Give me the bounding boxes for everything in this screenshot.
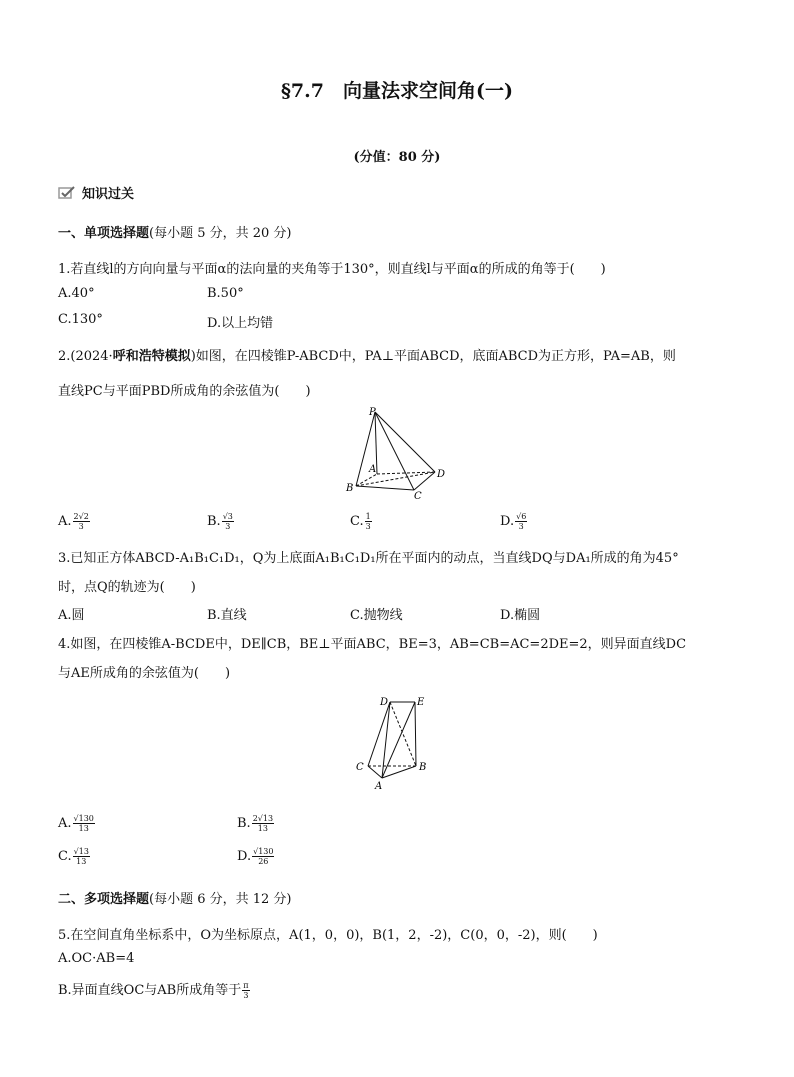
q1-option-d: D.以上均错: [207, 316, 274, 331]
part2-heading: [58, 888, 292, 907]
edge-EA: [382, 702, 415, 778]
part1-title: 一、单项选择题: [58, 226, 150, 241]
q3-option-c: C.抛物线: [350, 608, 403, 623]
label-D: D: [380, 697, 389, 708]
label-P: P: [369, 407, 376, 418]
part2-title: 二、多项选择题: [58, 892, 150, 907]
q1-option-c: C.130°: [58, 312, 103, 327]
q2-option-d: D. $\frac{√6}{3}$: [500, 512, 527, 531]
q2-source: 呼和浩特模拟: [112, 349, 191, 364]
q2-option-c: C. $\frac{1}{3}$: [350, 512, 371, 531]
q2-option-b: B. $\frac{√3}{3}$: [207, 512, 233, 531]
score-line: (分值：80 分): [353, 150, 441, 165]
q3-option-b: B.直线: [207, 608, 247, 623]
edge-DB: [390, 702, 416, 766]
part1-heading: [58, 222, 292, 241]
label-A: A: [375, 781, 383, 792]
q4-option-d: D. $\frac{√130}{26}$: [237, 847, 274, 866]
q5-option-b: B.异面直线OC与AB所成角等于 $\frac{\pi}{3}$: [58, 981, 249, 1000]
edge-CA: [368, 766, 382, 778]
q3-line2: 时，点Q的轨迹为( ): [58, 580, 196, 595]
part1-note: (每小题 5 分，共 20 分): [149, 226, 292, 241]
pyramid-figure-q4: [350, 692, 440, 792]
label-B: B: [346, 483, 354, 494]
edge-PC: [375, 412, 414, 490]
q4-option-c: C. $\frac{√13}{13}$: [58, 847, 89, 866]
section-header-label: 知识过关: [82, 187, 135, 202]
label-C: C: [414, 491, 422, 500]
label-B: B: [419, 762, 427, 773]
label-D: D: [437, 469, 446, 480]
label-A: A: [369, 464, 377, 475]
label-C: C: [356, 762, 364, 773]
pyramid-figure-q2: [340, 404, 460, 500]
q4-option-a: A. $\frac{√130}{13}$: [58, 814, 94, 833]
page-title: §7.7 向量法求空间角(一): [281, 80, 513, 102]
q1-stem: 1.若直线l的方向向量与平面α的法向量的夹角等于130°，则直线l与平面α的所成的角等于( ): [58, 262, 606, 277]
label-E: E: [417, 697, 425, 708]
q2-line2: 直线PC与平面PBD所成角的余弦值为( ): [58, 384, 311, 399]
edge-EB: [415, 702, 416, 766]
q2-prefix: 2.(2024·: [58, 349, 113, 364]
part2-note: (每小题 6 分，共 12 分): [149, 892, 292, 907]
q4-line1: 4.如图，在四棱锥A-BCDE中，DE∥CB，BE⊥平面ABC，BE=3，AB=CB=AC=2DE=2，则异面直线DC: [58, 637, 687, 652]
edge-AB: [382, 766, 416, 778]
q4-line2: 与AE所成角的余弦值为( ): [58, 666, 231, 681]
q4-option-b: B. $\frac{2√13}{13}$: [237, 814, 274, 833]
edge-BC: [356, 486, 414, 490]
q1-option-a: A.40°: [58, 286, 95, 301]
edge-PD: [375, 412, 435, 472]
q1-option-b: B.50°: [207, 286, 244, 301]
q2-line1-rest: )如图，在四棱锥P-ABCD中，PA⊥平面ABCD，底面ABCD为正方形，PA=AB，则: [190, 349, 676, 364]
q2-option-a: A. $\frac{2√2}{3}$: [58, 512, 89, 531]
q2-line1: [58, 345, 676, 364]
q3-option-a: A.圆: [58, 608, 85, 623]
q3-line1: 3.已知正方体ABCD-A₁B₁C₁D₁，Q为上底面A₁B₁C₁D₁所在平面内的动点，当直线DQ与DA₁所成的角为45°: [58, 551, 679, 566]
edge-BD: [356, 472, 435, 486]
section-header: [58, 183, 134, 202]
q5-stem: 5.在空间直角坐标系中，O为坐标原点，A(1，0，0)，B(1，2，-2)，C(0，0，-2)，则( ): [58, 928, 598, 943]
q5-option-a: A.OC·AB=4: [58, 951, 135, 966]
q3-option-d: D.椭圆: [500, 608, 541, 623]
checklist-icon: [58, 186, 76, 200]
